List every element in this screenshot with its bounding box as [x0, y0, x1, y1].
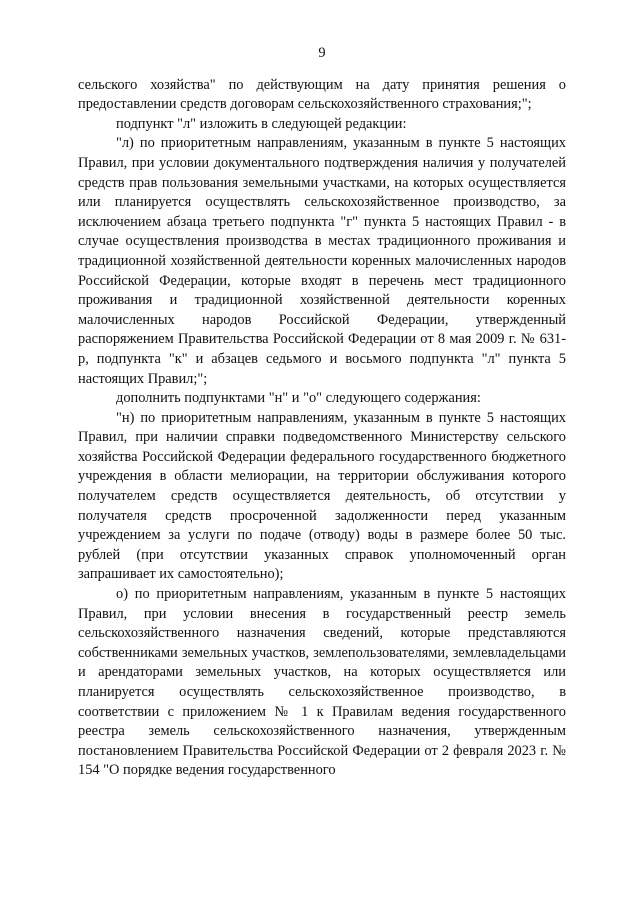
paragraph-add-n-o: дополнить подпунктами "н" и "о" следующего содержания: — [116, 390, 481, 407]
document-page — [78, 44, 566, 781]
page-number: 9 — [318, 45, 326, 61]
paragraph-subclause-l: "л) по приоритетным направлениям, указанным в пункте 5 настоящих Правил, при условии документального подтверждения наличия у получателей средств прав пользования земельными участками, на которых осуществляется или планируется осуществлять сельскохозяйственное производство, за исключением абзаца третьего подпункта "г" пункта 5 настоящих Правил - в случае осуществления производства в местах традиционного проживания и традиционной хозяйственной деятельности коренных малочисленных народов Российской Федерации, которые входят в перечень мест традиционного проживания и традиционной хозяйственной деятельности коренных малочисленных народов Российской Федерации, утвержденный распоряжением Правительства Российской Федерации от 8 мая 2009 г. № 631-р, подпункта "к" и абзацев седьмого и восьмого подпункта "л" пункта 5 настоящих Правил;"; — [78, 135, 566, 387]
paragraph-subclause-o: о) по приоритетным направлениям, указанным в пункте 5 настоящих Правил, при условии внесения в государственный реестр земель сельскохозяйственного назначения сведений, которые представляются собственниками земельных участков, землепользователями, землевладельцами и арендаторами земельных участков, на которых осуществляется или планируется осуществлять сельскохозяйственное производство, в соответствии с приложением № 1 к Правилам ведения государственного реестра земель сельскохозяйственного назначения, утвержденным постановлением Правительства Российской Федерации от 2 февраля 2023 г. № 154 "О порядке ведения государственного — [78, 586, 566, 779]
paragraph-amend-l: подпункт "л" изложить в следующей редакции: — [116, 115, 407, 132]
paragraph-continuation: сельского хозяйства" по действующим на дату принятия решения о предоставлении средств договорам сельскохозяйственного страхования;"; — [78, 76, 566, 113]
paragraph-subclause-n: "н) по приоритетным направлениям, указанным в пункте 5 настоящих Правил, при наличии справки подведомственного Министерству сельского хозяйства Российской Федерации федерального государственного бюджетного учреждения в области мелиорации, на территории обслуживания которого получателем средств осуществляется деятельность, об отсутствии у получателя средств просроченной задолженности перед указанным учреждением за услуги по подаче (отводу) воды в размере более 50 тыс. рублей (при отсутствии указанных справок уполномоченный орган запрашивает их самостоятельно); — [78, 409, 566, 583]
